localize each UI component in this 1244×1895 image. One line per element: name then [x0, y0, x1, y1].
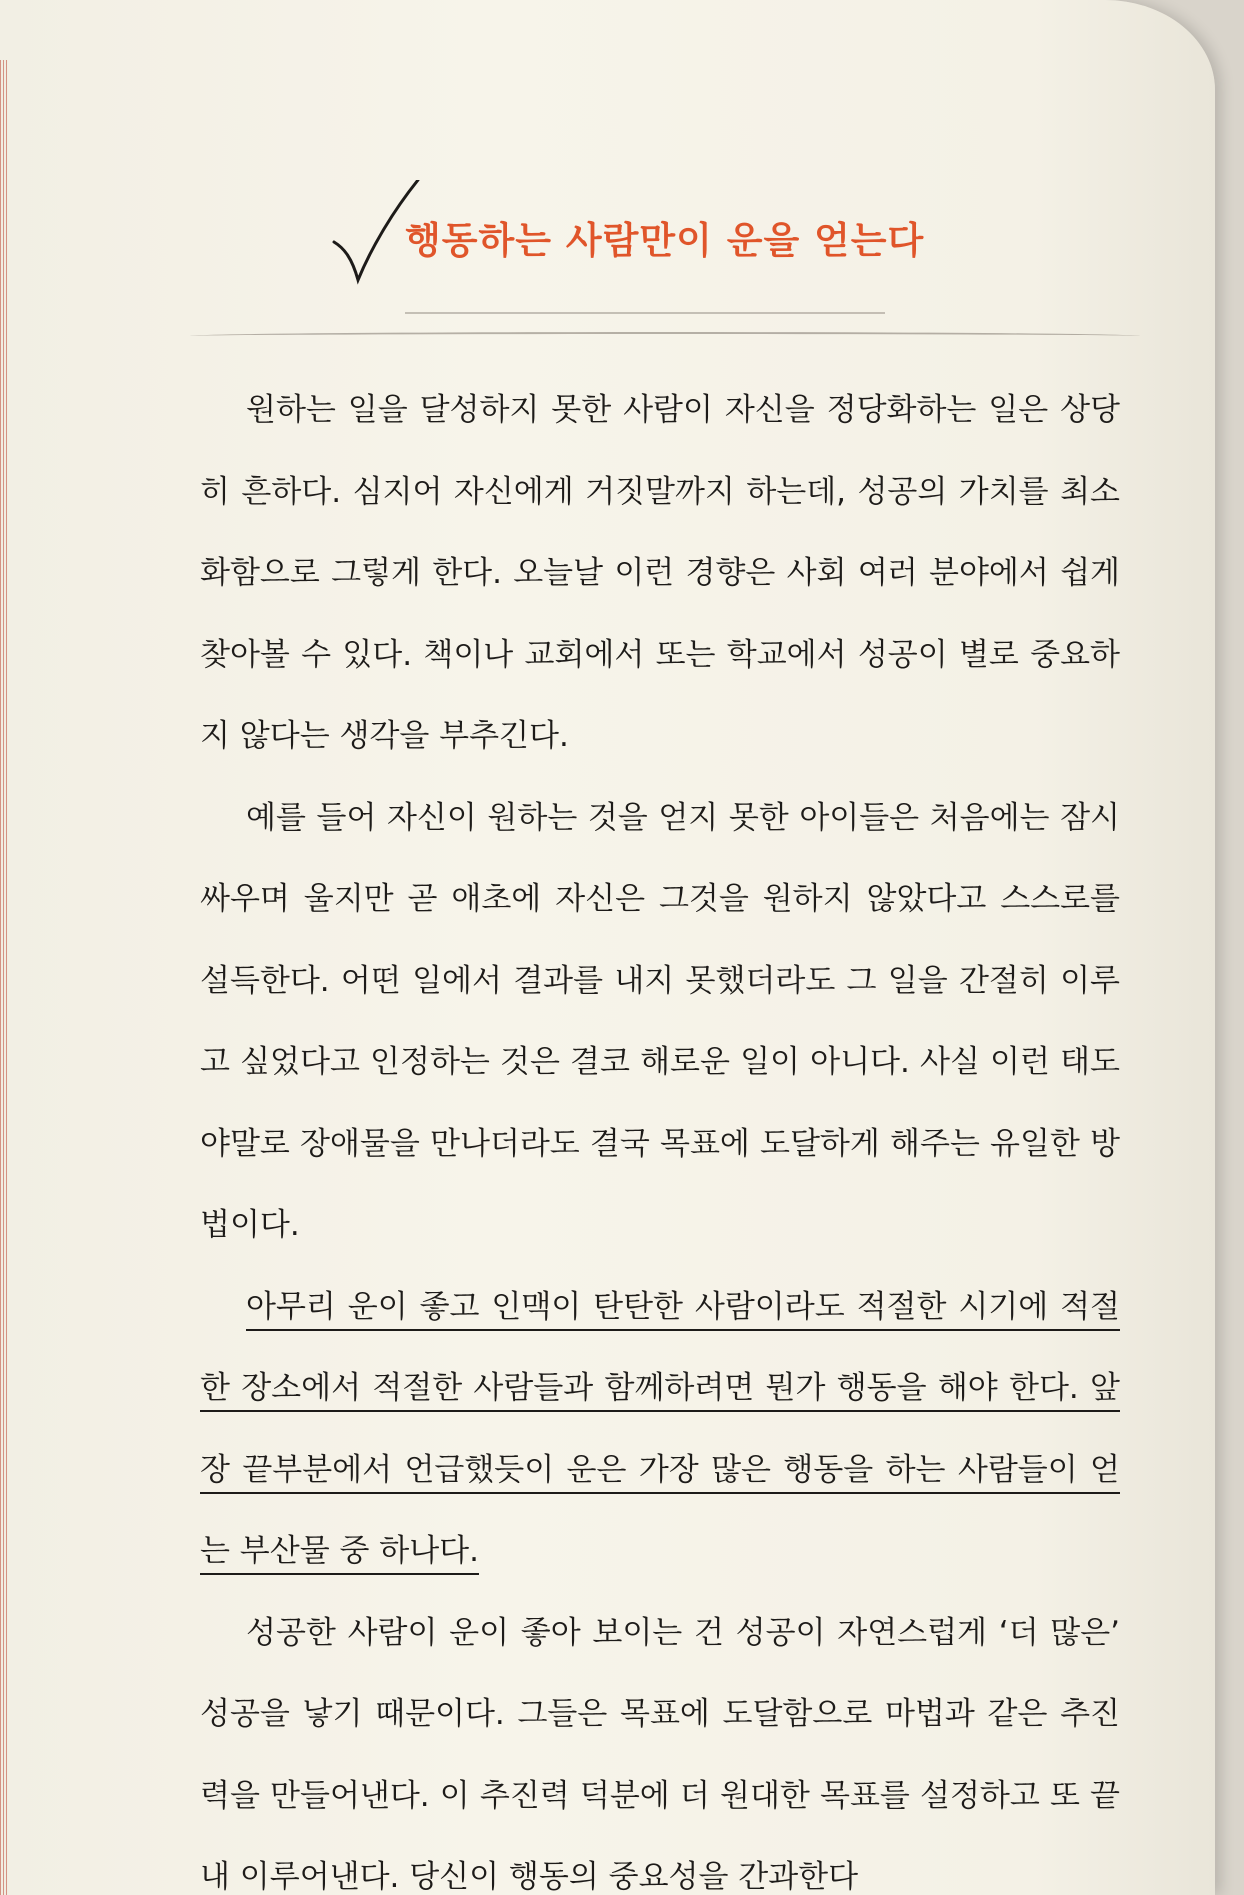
paragraph: 원하는 일을 달성하지 못한 사람이 자신을 정당화하는 일은 상당히 흔하다. 심지어 자신에게 거짓말까지 하는데, 성공의 가치를 최소화함으로 그렇게 한다. 오늘날 이런 경향은 사회 여러 분야에서 쉽게 찾아볼 수 있다. 책이나 교회에서 또는 학교에서 성공이 별로 중요하지 않다는 생각을 부추긴다.	[200, 392, 1120, 754]
page-edges	[0, 60, 8, 1895]
heading-divider	[405, 312, 885, 314]
section-heading	[330, 180, 1030, 320]
paragraph-underlined: 아무리 운이 좋고 인맥이 탄탄한 사람이라도 적절한 시기에 적절한 장소에서 적절한 사람들과 함께하려면 뭔가 행동을 해야 한다. 앞장 끝부분에서 언급했듯이 운은 가장 많은 행동을 하는 사람들이 얻는 부산물 중 하나다.	[200, 1288, 1120, 1569]
paragraph: 성공한 사람이 운이 좋아 보이는 건 성공이 자연스럽게 ‘더 많은’ 성공을 낳기 때문이다. 그들은 목표에 도달함으로 마법과 같은 추진력을 만들어낸다. 이 추진력 덕분에 더 원대한 목표를 설정하고 또 끝내 이루어낸다. 당신이 행동의 중요성을 간과한다	[200, 1614, 1120, 1895]
page-title: 행동하는 사람만이 운을 얻는다	[405, 219, 925, 262]
body-text	[200, 370, 1120, 1895]
paragraph: 예를 들어 자신이 원하는 것을 얻지 못한 아이들은 처음에는 잠시 싸우며 울지만 곧 애초에 자신은 그것을 원하지 않았다고 스스로를 설득한다. 어떤 일에서 결과를 내지 못했더라도 그 일을 간절히 이루고 싶었다고 인정하는 것은 결코 해로운 일이 아니다. 사실 이런 태도야말로 장애물을 만나더라도 결국 목표에 도달하게 해주는 유일한 방법이다.	[200, 799, 1120, 1243]
bleed-through-line	[190, 332, 1140, 340]
